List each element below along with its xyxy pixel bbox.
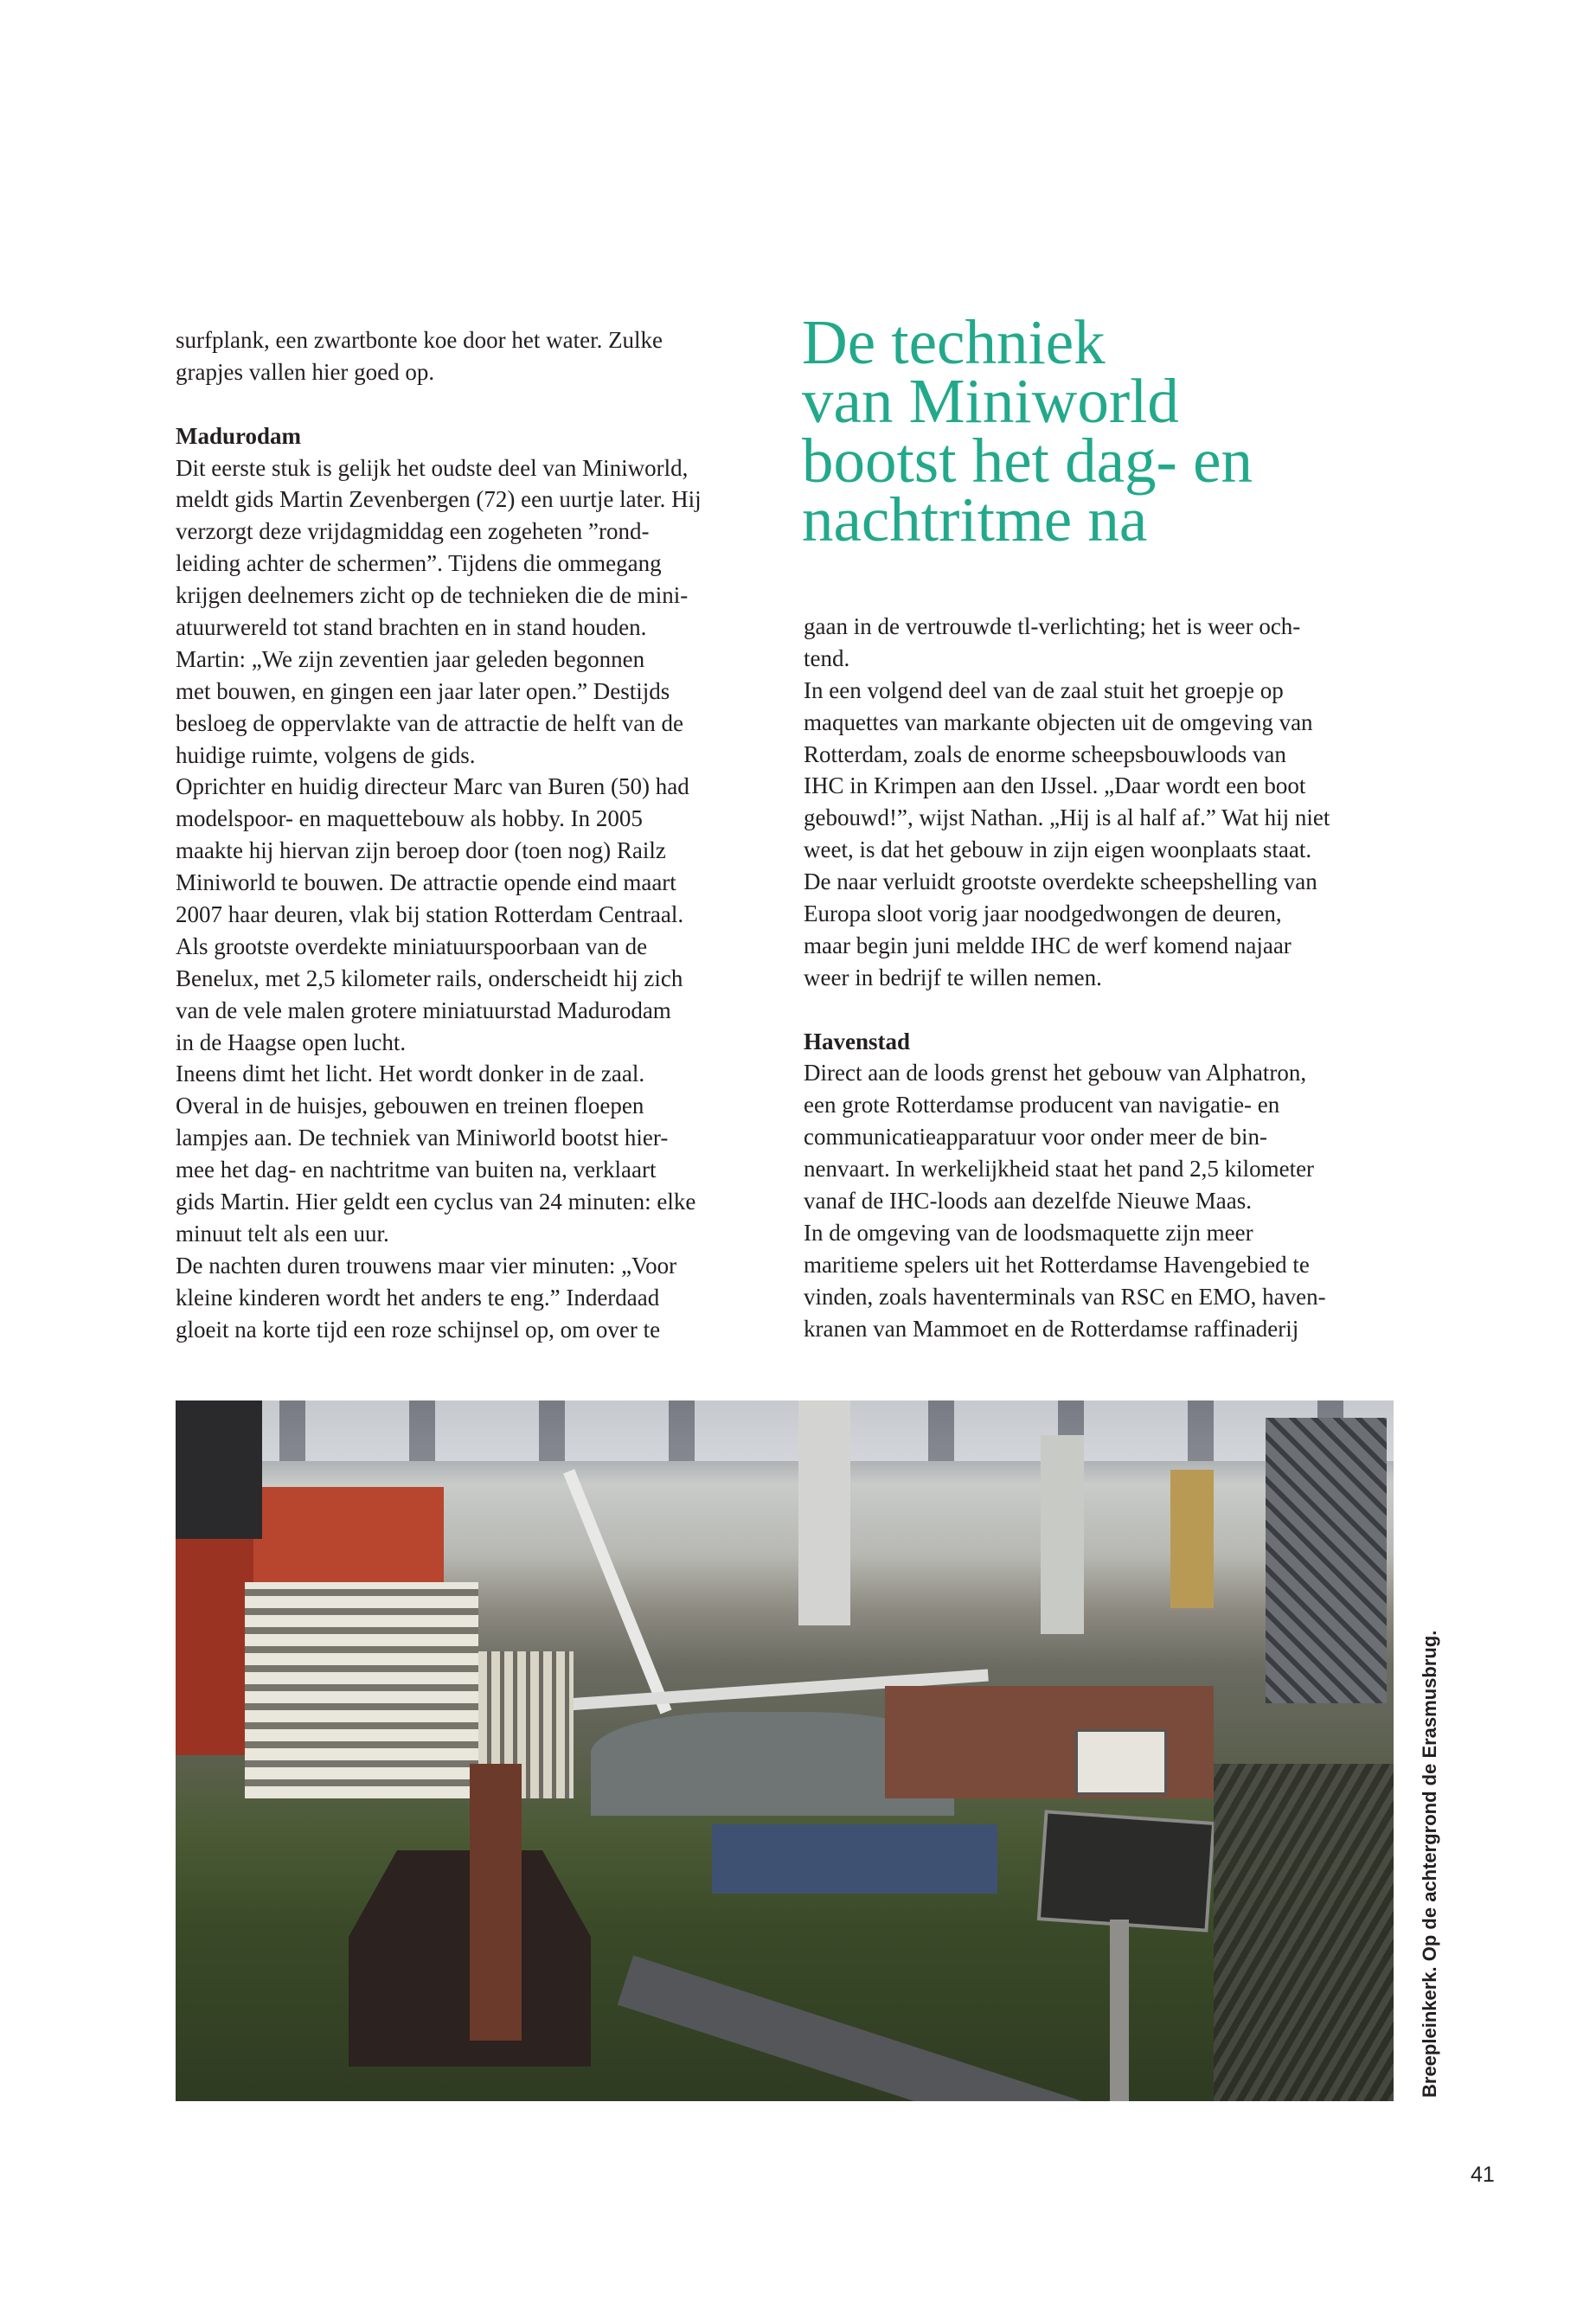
paragraph-line: Miniworld te bouwen. De attractie opende eind maart: [176, 869, 676, 896]
paragraph-line: een grote Rotterdamse producent van navigatie- en: [804, 1092, 1280, 1118]
paragraph-line: gaan in de vertrouwde tl-verlichting; het is weer och-: [804, 613, 1301, 639]
paragraph-line: gebouwd!”, wijst Nathan. „Hij is al half af.” Wat hij niet: [804, 804, 1330, 831]
blank-line: [176, 388, 781, 420]
paragraph-line: gids Martin. Hier geldt een cyclus van 24 minuten: elke: [176, 1189, 696, 1215]
paragraph-line: In een volgend deel van de zaal stuit het groepje op: [804, 676, 1284, 703]
photo-caption: Breepleinkerk. Op de achtergrond de Erasmusbrug.: [1419, 1630, 1440, 2098]
paragraph-line: weet, is dat het gebouw in zijn eigen woonplaats staat.: [804, 836, 1312, 863]
paragraph-line: maar begin juni meldde IHC de werf komend najaar: [804, 932, 1292, 958]
paragraph-line: atuurwereld tot stand brachten en in stand houden.: [176, 614, 647, 641]
paragraph-line: maritieme spelers uit het Rotterdamse Havengebied te: [804, 1251, 1310, 1278]
headline-line: van Miniworld: [802, 366, 1179, 437]
paragraph-line: Benelux, met 2,5 kilometer rails, onderscheidt hij zich: [176, 965, 683, 991]
paragraph-line: Overal in de huisjes, gebouwen en treinen floepen: [176, 1093, 644, 1119]
paragraph-line: weer in bedrijf te willen nemen.: [804, 964, 1102, 990]
paragraph-line: kleine kinderen wordt het anders te eng.” Inderdaad: [176, 1284, 660, 1311]
paragraph-line: leiding achter de schermen”. Tijdens die ommegang: [176, 550, 662, 577]
blank-line: [804, 994, 1409, 1026]
headline-line: nachtritme na: [802, 484, 1148, 554]
paragraph-line: Dit eerste stuk is gelijk het oudste deel van Miniworld,: [176, 454, 689, 481]
paragraph-line: van de vele malen grotere miniatuurstad Madurodam: [176, 997, 671, 1023]
section-heading: Havenstad: [804, 1028, 911, 1054]
paragraph-line: vanaf de IHC-loods aan dezelfde Nieuwe Maas.: [804, 1188, 1253, 1215]
paragraph-line: krijgen deelnemers zicht op de technieken die de mini-: [176, 582, 689, 609]
section-heading: Madurodam: [176, 422, 302, 449]
photo-miniworld-breepleinkerk: [176, 1400, 1394, 2101]
paragraph-line: nenvaart. In werkelijkheid staat het pand 2,5 kilometer: [804, 1156, 1315, 1183]
paragraph-line: Europa sloot vorig jaar noodgedwongen de deuren,: [804, 901, 1282, 927]
paragraph-line: minuut telt als een uur.: [176, 1220, 389, 1247]
paragraph-line: surfplank, een zwartbonte koe door het water. Zulke: [176, 327, 663, 353]
pull-quote-headline: [802, 307, 1253, 554]
headline-line: bootst het dag- en: [802, 425, 1253, 496]
paragraph-line: modelspoor- en maquettebouw als hobby. In 2005: [176, 805, 643, 832]
paragraph-line: IHC in Krimpen aan den IJssel. „Daar wordt een boot: [804, 772, 1306, 799]
paragraph-line: in de Haagse open lucht.: [176, 1029, 407, 1055]
article-column-right: [804, 611, 1409, 1344]
paragraph-line: huidige ruimte, volgens de gids.: [176, 741, 476, 768]
headline-line: De techniek: [802, 307, 1106, 377]
paragraph-line: kranen van Mammoet en de Rotterdamse raffinaderij: [804, 1315, 1299, 1342]
article-column-left: [176, 324, 781, 1346]
paragraph-line: De naar verluidt grootste overdekte scheepshelling van: [804, 868, 1317, 895]
paragraph-line: gloeit na korte tijd een roze schijnsel op, om over te: [176, 1316, 661, 1343]
paragraph-line: In de omgeving van de loodsmaquette zijn meer: [804, 1219, 1253, 1246]
paragraph-line: met bouwen, en gingen een jaar later open.” Destijds: [176, 677, 670, 704]
paragraph-line: Martin: „We zijn zeventien jaar geleden begonnen: [176, 645, 645, 672]
paragraph-line: grapjes vallen hier goed op.: [176, 358, 435, 385]
paragraph-line: De nachten duren trouwens maar vier minuten: „Voor: [176, 1252, 677, 1279]
paragraph-line: 2007 haar deuren, vlak bij station Rotterdam Centraal.: [176, 901, 684, 928]
paragraph-line: Als grootste overdekte miniatuurspoorbaan van de: [176, 933, 648, 959]
paragraph-line: communicatieapparatuur voor onder meer de bin-: [804, 1124, 1268, 1150]
paragraph-line: besloeg de oppervlakte van de attractie de helft van de: [176, 709, 683, 736]
page-number: 41: [1471, 2163, 1495, 2187]
paragraph-line: maquettes van markante objecten uit de omgeving van: [804, 708, 1313, 735]
paragraph-line: lampjes aan. De techniek van Miniworld bootst hier-: [176, 1125, 669, 1151]
paragraph-line: Rotterdam, zoals de enorme scheepsbouwloods van: [804, 740, 1286, 767]
paragraph-line: Direct aan de loods grenst het gebouw van Alphatron,: [804, 1060, 1307, 1086]
paragraph-line: Ineens dimt het licht. Het wordt donker in de zaal.: [176, 1061, 645, 1087]
paragraph-line: tend.: [804, 644, 850, 671]
paragraph-line: maakte hij hiervan zijn beroep door (toen nog) Railz: [176, 837, 666, 864]
paragraph-line: Oprichter en huidig directeur Marc van Buren (50) had: [176, 773, 689, 800]
paragraph-line: vinden, zoals haventerminals van RSC en EMO, haven-: [804, 1283, 1326, 1310]
paragraph-line: meldt gids Martin Zevenbergen (72) een uurtje later. Hij: [176, 486, 702, 513]
paragraph-line: verzorgt deze vrijdagmiddag een zogeheten ”rond-: [176, 518, 650, 545]
paragraph-line: mee het dag- en nachtritme van buiten na, verklaart: [176, 1157, 657, 1183]
